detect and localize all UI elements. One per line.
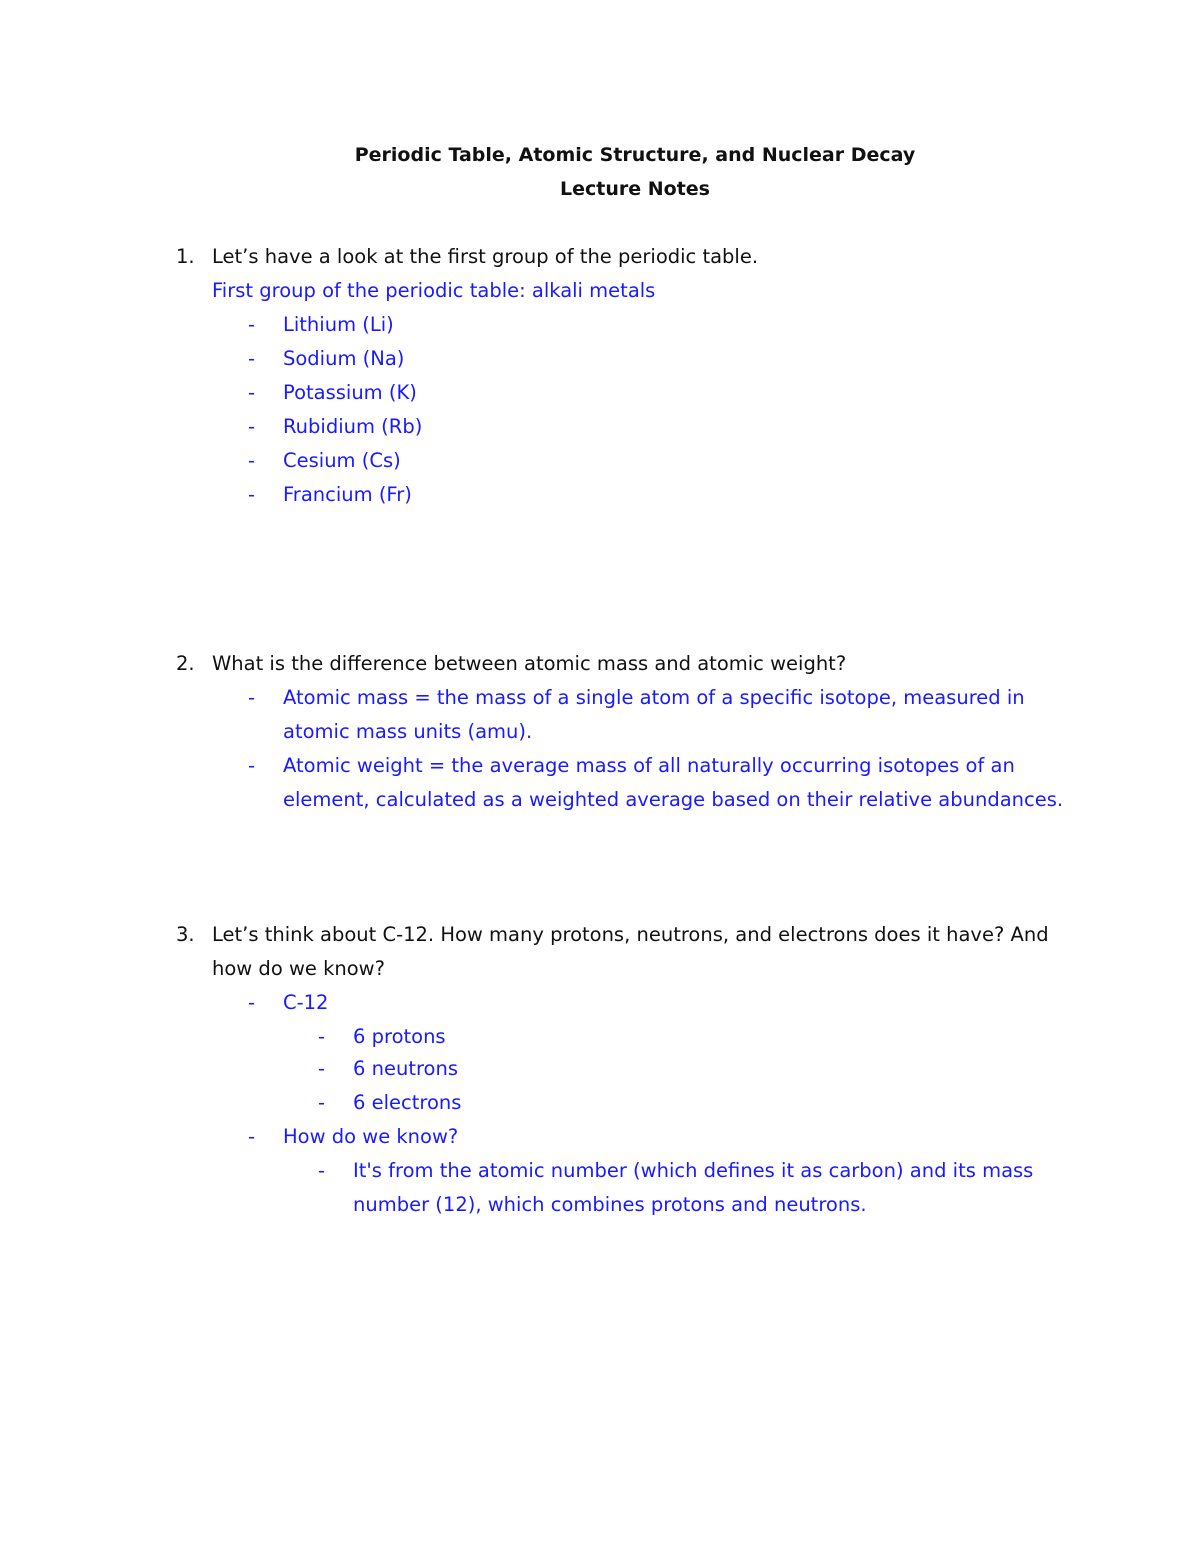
bullet-dash: - <box>248 686 256 709</box>
bullet-dash: - <box>318 1057 326 1080</box>
bullet-dash: - <box>248 313 256 336</box>
list-item: 6 electrons <box>353 1091 462 1114</box>
question-text: how do we know? <box>212 957 385 980</box>
answer-line: atomic mass units (amu). <box>283 720 533 743</box>
page-title: Periodic Table, Atomic Structure, and Nuclear Decay <box>354 144 916 166</box>
answer-line: element, calculated as a weighted average based on their relative abundances. <box>283 788 1064 811</box>
list-item: Cesium (Cs) <box>283 449 401 472</box>
list-item: 6 protons <box>353 1025 446 1048</box>
bullet-dash: - <box>318 1091 326 1114</box>
how-label: How do we know? <box>283 1125 459 1148</box>
page-subtitle: Lecture Notes <box>560 178 710 200</box>
bullet-dash: - <box>248 483 256 506</box>
list-item: 6 neutrons <box>353 1057 459 1080</box>
list-item: Potassium (K) <box>283 381 417 404</box>
answer-intro: First group of the periodic table: alkali metals <box>212 279 656 302</box>
bullet-dash: - <box>318 1025 326 1048</box>
question-number: 2. <box>176 652 195 675</box>
bullet-dash: - <box>248 991 256 1014</box>
bullet-dash: - <box>248 754 256 777</box>
explanation-line: number (12), which combines protons and neutrons. <box>353 1193 867 1216</box>
list-item: Lithium (Li) <box>283 313 394 336</box>
list-item: Francium (Fr) <box>283 483 412 506</box>
bullet-dash: - <box>248 381 256 404</box>
list-item: Rubidium (Rb) <box>283 415 423 438</box>
bullet-dash: - <box>248 415 256 438</box>
isotope-label: C-12 <box>283 991 329 1014</box>
explanation-line: It's from the atomic number (which defines it as carbon) and its mass <box>353 1159 1034 1182</box>
question-text: What is the difference between atomic mass and atomic weight? <box>212 652 847 675</box>
answer-line: Atomic weight = the average mass of all naturally occurring isotopes of an <box>283 754 1015 777</box>
bullet-dash: - <box>248 347 256 370</box>
bullet-dash: - <box>248 1125 256 1148</box>
list-item: Sodium (Na) <box>283 347 405 370</box>
bullet-dash: - <box>248 449 256 472</box>
question-text: Let’s have a look at the first group of the periodic table. <box>212 245 759 268</box>
question-text: Let’s think about C-12. How many protons, neutrons, and electrons does it have? And <box>212 923 1049 946</box>
answer-line: Atomic mass = the mass of a single atom of a specific isotope, measured in <box>283 686 1025 709</box>
question-number: 3. <box>176 923 195 946</box>
bullet-dash: - <box>318 1159 326 1182</box>
question-number: 1. <box>176 245 195 268</box>
